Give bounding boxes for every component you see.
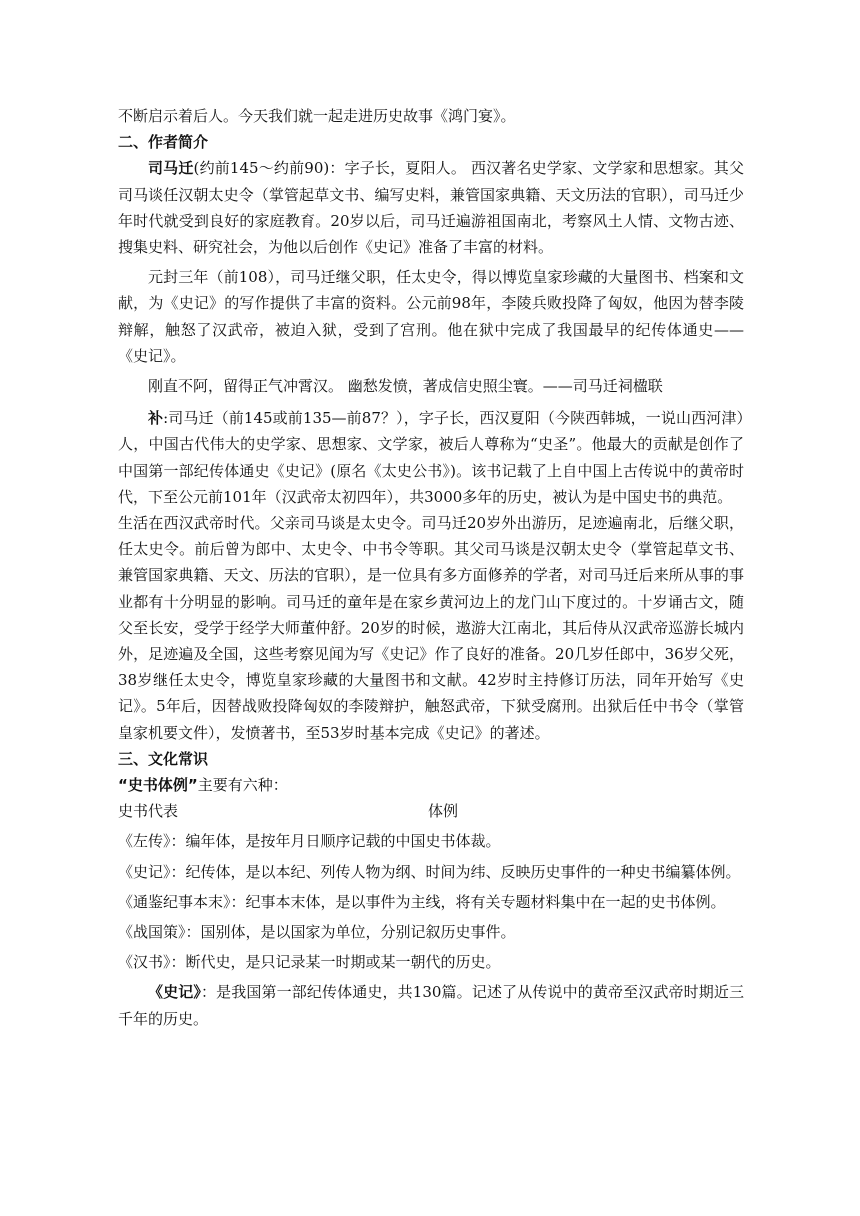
- temple-couplet: 刚直不阿，留得正气冲霄汉。 幽愁发愤，著成信史照尘寰。——司马迁祠楹联: [148, 377, 663, 396]
- styles-table-header: [118, 798, 744, 824]
- style-item-zuozhuan: 《左传》：编年体，是按年月日顺序记载的中国史书体裁。: [118, 832, 501, 851]
- history-styles-intro: [118, 772, 744, 798]
- shiji-summary-text: ：是我国第一部纪传体通史，共130篇。记述了从传说中的黄帝至汉武帝时期近三千年的历史。: [118, 983, 744, 1028]
- author-bio-text: (约前145～约前90)：字子长，夏阳人。 西汉著名史学家、文学家和思想家。其父司马谈任汉朝太史令（掌管起草文书、编写史料，兼管国家典籍、天文历法的官职），司马迁少年时代就受到良好的家庭教育。20岁以后，司马迁遍游祖国南北，考察风土人情、文物古迹、搜集史料、研究社会，为他以后创作《史记》准备了丰富的材料。: [118, 159, 744, 257]
- supplement-text: :司马迁（前145或前135—前87？），字子长，西汉夏阳（今陕西韩城，一说山西河津）人，中国古代伟大的史学家、思想家、文学家，被后人尊称为“史圣”。他最大的贡献是创作了中国第一部纪传体通史《史记》(原名《太史公书》)。该书记载了上自中国上古传说中的黄帝时代，下至公元前101年（汉武帝太初四年），共3000多年的历史，被认为是中国史书的典范。: [118, 409, 744, 506]
- author-career-paragraph: 元封三年（前108），司马迁继父职，任太史令，得以博览皇家珍藏的大量图书、档案和文献，为《史记》的写作提供了丰富的资料。公元前98年，李陵兵败投降了匈奴，他因为替李陵辩解，触怒了汉武帝，被迫入狱，受到了宫刑。他在狱中完成了我国最早的纪传体通史——《史记》。: [118, 268, 744, 365]
- supplement-label: 补: [148, 409, 164, 428]
- col-header-representative: 史书代表: [118, 802, 179, 821]
- supplement-paragraph: [118, 405, 744, 510]
- intro-text: 不断启示着后人。今天我们就一起走进历史故事《鸿门宴》。: [118, 107, 516, 125]
- life-paragraph: 生活在西汉武帝时代。父亲司马谈是太史令。司马迁20岁外出游历，足迹遍南北，后继父职，任太史令。前后曾为郎中、太史令、中书令等职。其父司马谈是汉朝太史令（掌管起草文书、兼管国家典籍、天文、历法的官职），是一位具有多方面修养的学者，对司马迁后来所从事的事业都有十分明显的影响。司马迁的童年是在家乡黄河边上的龙门山下度过的。十岁诵古文，随父至长安，受学于经学大师董仲舒。20岁的时候，遨游大江南北，其后侍从汉武帝巡游长城内外，足迹遍及全国，这些考察见闻为写《史记》作了良好的准备。20几岁任郎中，36岁父死，38岁继任太史令，博览皇家珍藏的大量图书和文献。42岁时主持修订历法，同年开始写《史记》。5年后，因替战败投降匈奴的李陵辩护，触怒武帝，下狱受腐刑。出狱后任中书令（掌管皇家机要文件），发愤著书，至53岁时基本完成《史记》的著述。: [118, 514, 744, 742]
- shiji-summary-paragraph: [118, 979, 744, 1031]
- shiji-label: 《史记》: [148, 983, 202, 1002]
- document-page: [118, 103, 744, 1032]
- author-name: 司马迁: [148, 159, 194, 178]
- style-item-tongjian: 《通鉴纪事本末》：纪事本末体，是以事件为主线，将有关专题材料集中在一起的史书体例。: [118, 892, 726, 911]
- section-heading-author: 二、作者简介: [118, 133, 209, 152]
- style-item-zhanguoce: 《战国策》：国别体，是以国家为单位，分别记叙历史事件。: [118, 923, 516, 942]
- col-header-style: 体例: [428, 802, 459, 821]
- style-item-hanshu: 《汉书》：断代史，是只记录某一时期或某一朝代的历史。: [118, 953, 501, 972]
- history-styles-count: 主要有六种：: [197, 776, 288, 795]
- history-styles-title: “史书体例”: [118, 776, 198, 795]
- author-bio-paragraph: [118, 155, 744, 260]
- section-heading-culture: 三、文化常识: [118, 749, 209, 768]
- style-item-shiji: 《史记》：纪传体，是以本纪、列传人物为纲、时间为纬、反映历史事件的一种史书编纂体例。: [118, 862, 741, 881]
